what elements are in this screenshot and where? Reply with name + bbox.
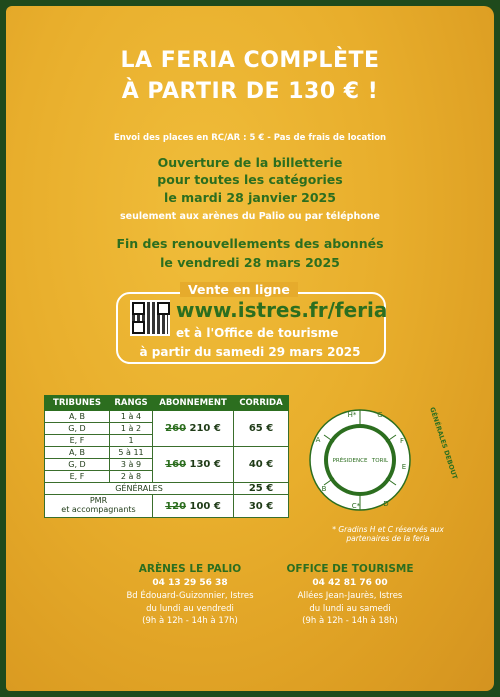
qr-code-icon[interactable]	[130, 300, 170, 336]
online-date: à partir du samedi 29 mars 2025	[139, 345, 361, 359]
table-cell: E, F	[45, 471, 110, 483]
arena-sector-g: G	[377, 411, 383, 419]
pmr-label: PMR et accompagnants	[45, 495, 153, 518]
arena-note: * Gradins H et C réservés aux partenaires de la feria	[332, 525, 444, 543]
table-cell: 1 à 4	[110, 411, 153, 423]
table-cell: G, D	[45, 459, 110, 471]
headline-line2: À PARTIR DE 130 € !	[121, 79, 379, 104]
contact-phone[interactable]: 04 13 29 56 38	[152, 578, 228, 589]
arena-presidence-label: PRÉSIDENCE	[332, 458, 368, 464]
abonnement-price: 160 130 €	[153, 447, 234, 483]
opening-line1: Ouverture de la billetterie	[157, 155, 343, 170]
arena-sector-h: H*	[347, 411, 357, 419]
table-cell: 1 à 2	[110, 423, 153, 435]
pmr-corrida-price: 30 €	[234, 495, 289, 518]
pricing-table	[44, 395, 289, 518]
arena-plan	[300, 398, 460, 523]
corrida-price: 65 €	[234, 411, 289, 447]
table-cell: 2 à 8	[110, 471, 153, 483]
renewal-line1: Fin des renouvellements des abonnés	[116, 236, 384, 251]
corrida-price: 40 €	[234, 447, 289, 483]
arena-sector-c: C*	[351, 502, 361, 510]
table-cell: 3 à 9	[110, 459, 153, 471]
arena-sector-f: F	[399, 437, 405, 445]
table-cell: 1	[110, 435, 153, 447]
contact-office	[240, 562, 460, 627]
contact-name: OFFICE DE TOURISME	[286, 563, 414, 575]
generales-label: GÉNÉRALES	[45, 483, 234, 495]
contact-days: du lundi au samedi	[309, 603, 391, 614]
table-cell: A, B	[45, 411, 110, 423]
abonnement-price: 260 210 €	[153, 411, 234, 447]
contact-hours: (9h à 12h - 14h à 18h)	[302, 615, 398, 626]
opening-note: seulement aux arènes du Palio ou par téléphone	[120, 211, 380, 222]
pmr-abonnement-price: 120 100 €	[153, 495, 234, 518]
online-url-link[interactable]: www.istres.fr/feria	[176, 298, 388, 322]
opening-date: le mardi 28 janvier 2025	[164, 190, 336, 205]
contact-name: ARÈNES LE PALIO	[138, 563, 242, 575]
contact-phone[interactable]: 04 42 81 76 00	[312, 578, 388, 589]
table-cell: 5 à 11	[110, 447, 153, 459]
renewal-date: le vendredi 28 mars 2025	[160, 255, 340, 270]
arena-sector-b: B	[321, 485, 327, 493]
arena-toril-label: TORIL	[371, 458, 389, 464]
header-rangs: RANGS	[110, 396, 153, 411]
header-abonnement: ABONNEMENT	[153, 396, 234, 411]
shipping-note: Envoi des places en RC/AR : 5 € - Pas de frais de location	[113, 133, 387, 143]
arena-sector-e: E	[401, 463, 407, 471]
header-tribunes: TRIBUNES	[45, 396, 110, 411]
generales-price: 25 €	[234, 483, 289, 495]
header-corrida: CORRIDA	[234, 396, 289, 411]
contact-hours: (9h à 12h - 14h à 17h)	[142, 615, 238, 626]
online-office: et à l'Office de tourisme	[176, 326, 339, 340]
opening-line2: pour toutes les catégories	[157, 172, 343, 187]
table-cell: G, D	[45, 423, 110, 435]
arena-sector-d: D	[383, 500, 389, 508]
headline-line1: LA FERIA COMPLÈTE	[120, 48, 380, 73]
contact-address: Allées Jean-Jaurès, Istres	[297, 591, 403, 602]
online-sales-title: Vente en ligne	[180, 282, 298, 297]
table-cell: A, B	[45, 447, 110, 459]
arena-generales-label: GÉNÉRALES DEBOUT	[428, 406, 459, 481]
arena-sector-a: A	[315, 436, 321, 444]
contact-address: Bd Édouard-Guizonnier, Istres	[126, 591, 254, 602]
table-cell: E, F	[45, 435, 110, 447]
contact-days: du lundi au vendredi	[146, 603, 234, 614]
